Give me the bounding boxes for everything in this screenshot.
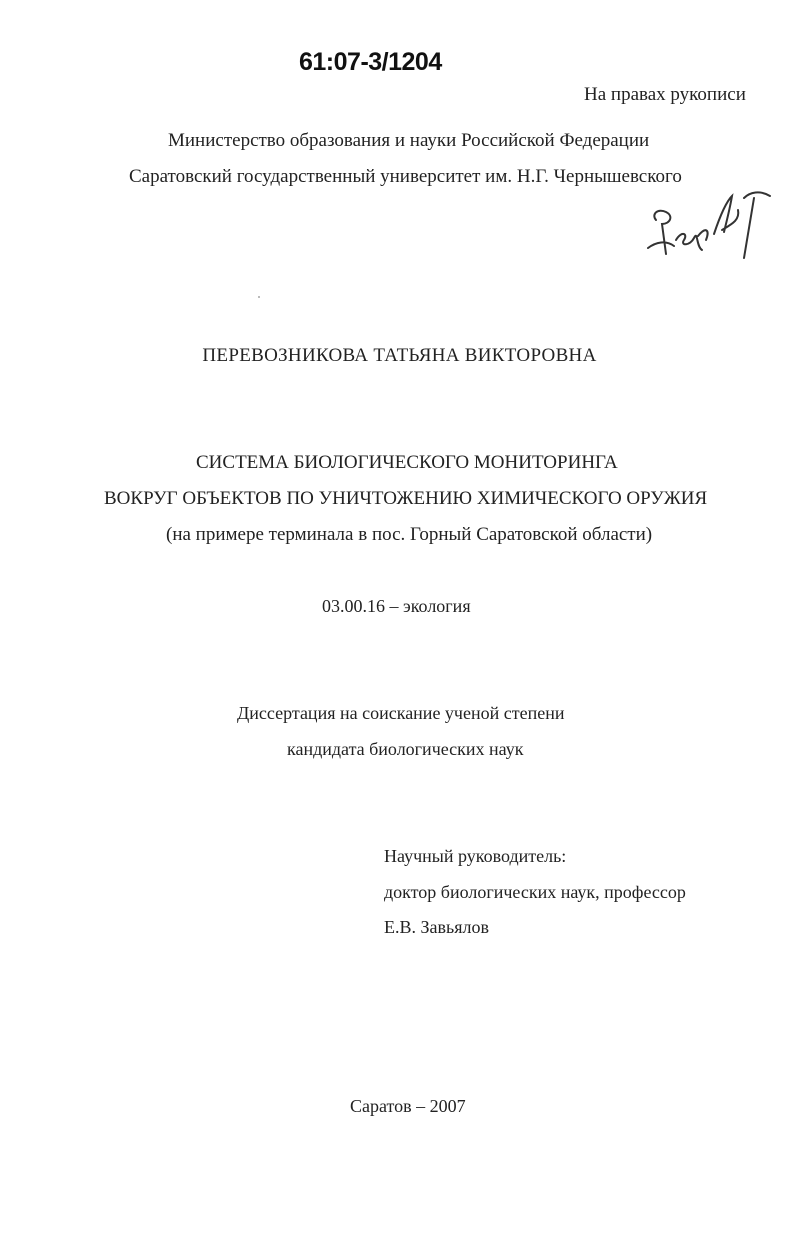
supervisor-name: Е.В. Завьялов (384, 917, 489, 937)
dissertation-subtitle: (на примере терминала в пос. Горный Саратовской области) (166, 524, 653, 545)
degree-line-2: кандидата биологических наук (287, 739, 524, 759)
supervisor-title: доктор биологических наук, профессор (384, 882, 686, 902)
ministry-heading: Министерство образования и науки Российской Федерации (168, 130, 650, 151)
degree-line-1: Диссертация на соискание ученой степени (237, 703, 565, 723)
city-year: Саратов – 2007 (350, 1096, 466, 1116)
supervisor-label: Научный руководитель: (384, 846, 567, 866)
university-heading: Саратовский государственный университет им. Н.Г. Чернышевского (129, 166, 682, 187)
archive-stamp-code: 61:07-3/1204 (299, 48, 442, 76)
rights-note: На правах рукописи (584, 84, 746, 105)
dissertation-title-line-1: СИСТЕМА БИОЛОГИЧЕСКОГО МОНИТОРИНГА (196, 452, 618, 473)
author-name: ПЕРЕВОЗНИКОВА ТАТЬЯНА ВИКТОРОВНА (202, 345, 597, 366)
dissertation-title-line-2: ВОКРУГ ОБЪЕКТОВ ПО УНИЧТОЖЕНИЮ ХИМИЧЕСКОГО ОРУЖИЯ (104, 488, 708, 509)
specialty-code: 03.00.16 – экология (322, 596, 471, 616)
scan-speck (258, 296, 260, 298)
handwritten-signature (636, 190, 776, 262)
